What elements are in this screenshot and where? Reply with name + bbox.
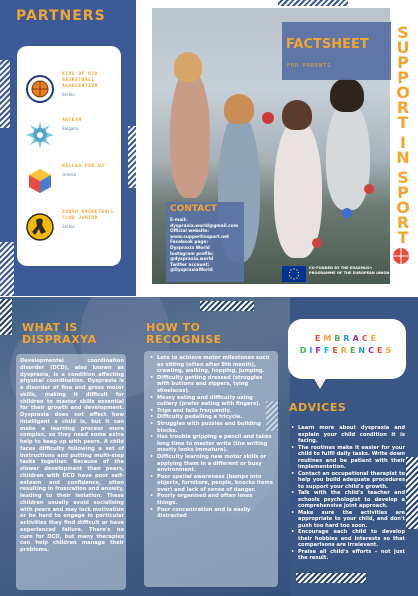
partners-card [17, 46, 121, 266]
differences-word: DIFFERENCES [299, 346, 395, 355]
list-item: • Difficulty getting dressed (struggles with buttons and zippers, tying shoelaces). [150, 375, 274, 395]
list-item: • Difficulty learning new motor skills or applying them in a different or busy environment. [150, 454, 274, 474]
what-is-text: Developmental coordination disorder (DCD), also known as dyspraxia, is a condition affecting physical coordination. Dyspraxia is a disorder of fine and gross motor skills, making it difficult for children to master skills essential for their growth and development. Dyspraxia does not affect how intelligent a child is, but it can make a learning process more complex, so they need some extra help to keep up with peers. A child faces difficulty following a set of instructions and putting multi-step tasks together. Because of the slower development than peers, children with DCD have poor self-esteem and confidence, often resulting in frustration and anxiety, leading to their isolation. These children usually avoid socialising with peers and may lack motivation or be hard to engage in particular activities they find difficult or have experienced failure. There's no cure for DCD, but many therapies can help children manage their problems. [20, 358, 124, 553]
contact-facebook[interactable]: Dyspraxia World [170, 245, 210, 251]
contact-label: E-mail: [170, 218, 187, 223]
partner-name: ARTEAM Bulgaria [62, 118, 122, 132]
list-item: • Has trouble gripping a pencil and takes long time to master write (the writing mostly looks immature). [150, 434, 274, 454]
decorative-stripes [0, 299, 12, 335]
list-item: • Make sure the activities are appropriate to your child, and don't push too hard too soon. [291, 510, 405, 530]
advices-title: ADVICES [289, 401, 347, 414]
list-item: • Poor spatial awareness (bumps into objects, furniture, people, knocks items over) and lack of sense of danger. [150, 474, 274, 494]
partner-country: Serbia [62, 224, 75, 229]
embrace-differences-text [288, 333, 406, 357]
list-item: • Encourage each child to develop their hobbies and interests so that comparisons are irrelevant. [291, 529, 405, 549]
partner-item [25, 208, 121, 248]
list-item: • Contact an occupational therapist to help you build adequate procedures to support your child's growth. [291, 471, 405, 491]
list-item: • Talk with the child's teacher and schools psychologist to develop a comprehensive joint approach. [291, 490, 405, 510]
contact-label: Facebook page: [170, 240, 209, 246]
player-silhouette-icon [25, 212, 55, 242]
basketball-crest-icon [25, 74, 55, 104]
decorative-stripes [128, 126, 136, 188]
eu-flag-icon [282, 266, 306, 282]
speech-bubble-tail [312, 375, 328, 389]
contact-details [170, 218, 246, 274]
contact-website[interactable]: www.supportinsport.net [170, 234, 230, 240]
decorative-stripes [296, 573, 366, 583]
contact-label: Instagram profile: [170, 251, 214, 257]
how-to-recognise-title: HOW TO RECOGNISE [146, 321, 222, 346]
contact-twitter[interactable]: @DyspraxiaWorld [170, 268, 213, 274]
decorative-stripes [0, 242, 14, 296]
decorative-stripes [200, 301, 254, 311]
contact-label: Official website: [170, 229, 210, 235]
decorative-stripes [406, 457, 418, 529]
list-item: • Trips and falls frequently. [150, 408, 274, 415]
list-item: • Praise all child's efforts – not just the result. [291, 549, 405, 562]
how-to-recognise-list [150, 355, 274, 520]
contact-title: CONTACT [170, 204, 217, 214]
embrace-word: EMBRACE [314, 334, 380, 343]
basketball-icon [391, 246, 411, 266]
advices-list [291, 425, 405, 562]
partner-name: KIDS OF RIO BASKETBALL ASSOCIATION Serbia [62, 72, 122, 98]
what-is-title: WHAT IS DISPRAXYA [22, 321, 97, 346]
list-item: • Late to achieve motor milestones such as sitting (often after 8th month), crawling, walking, hopping, jumping. [150, 355, 274, 375]
list-item: • Difficulty pedalling a tricycle. [150, 414, 274, 421]
list-item: • Poor concentration and is easily distracted [150, 507, 274, 520]
factsheet-subtitle: FOR PARENTS [287, 63, 332, 69]
partner-item [25, 70, 121, 110]
splash-figure-icon [25, 120, 55, 150]
list-item: • Learn more about dyspraxia and explain your child condition it is facing. [291, 425, 405, 445]
partner-name: BALLAS FOR US Greece [62, 164, 122, 178]
color-cube-icon [25, 166, 55, 196]
factsheet-title: FACTSHEET [286, 37, 369, 52]
list-item: • Poorly organised and often loses things. [150, 493, 274, 506]
partner-item [25, 162, 121, 202]
partner-name: ZOUSH BASKETBALL CLUB JUNIOR Serbia [62, 210, 122, 230]
partners-title: PARTNERS [16, 8, 106, 24]
partner-country: Bulgaria [62, 126, 79, 131]
support-in-sport-title: S U P P O R T I N S P O R T [396, 23, 410, 247]
partner-item [25, 116, 121, 156]
decorative-stripes [0, 60, 10, 128]
contact-instagram[interactable]: @dyspraxia.world [170, 257, 214, 263]
decorative-stripes [278, 0, 348, 6]
partner-country: Serbia [62, 92, 75, 97]
back-page [0, 297, 418, 596]
list-item: • The routines make it easier for your child to fulfil daily tasks. Write down routines and be patient with their implementation. [291, 445, 405, 471]
contact-email[interactable]: dyspraxia.world@gmail.com [170, 223, 239, 229]
list-item: • Struggles with puzzles and building blocks. [150, 421, 274, 434]
partner-country: Greece [62, 172, 77, 177]
contact-label: Twitter account: [170, 262, 210, 268]
front-page [0, 0, 418, 296]
eu-cofunded-text: CO-FUNDED BY THE ERASMUS+ PROGRAMME OF THE EUROPEAN UNION [309, 266, 390, 275]
list-item: • Messy eating and difficulty using cutlery (prefer eating with fingers). [150, 395, 274, 408]
